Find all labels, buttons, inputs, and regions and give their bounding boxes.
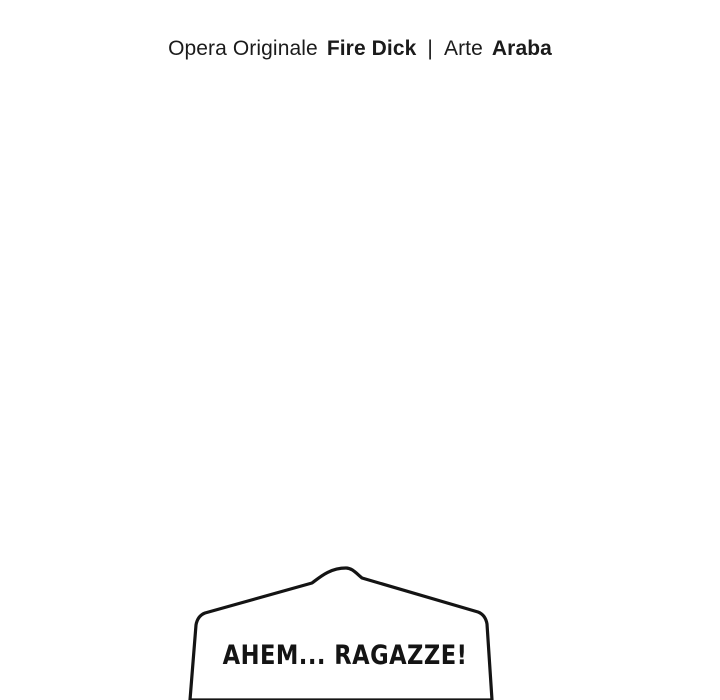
credits-separator: | — [427, 37, 433, 60]
art-label: Arte — [443, 37, 483, 60]
comic-panel — [0, 480, 720, 700]
speech-bubble-text: AHEM... RAGAZZE! — [222, 640, 468, 671]
original-work-label: Opera Originale — [168, 37, 318, 60]
original-work-value: Fire Dick — [326, 37, 417, 60]
art-value: Araba — [491, 37, 552, 60]
credits-line — [0, 36, 720, 61]
